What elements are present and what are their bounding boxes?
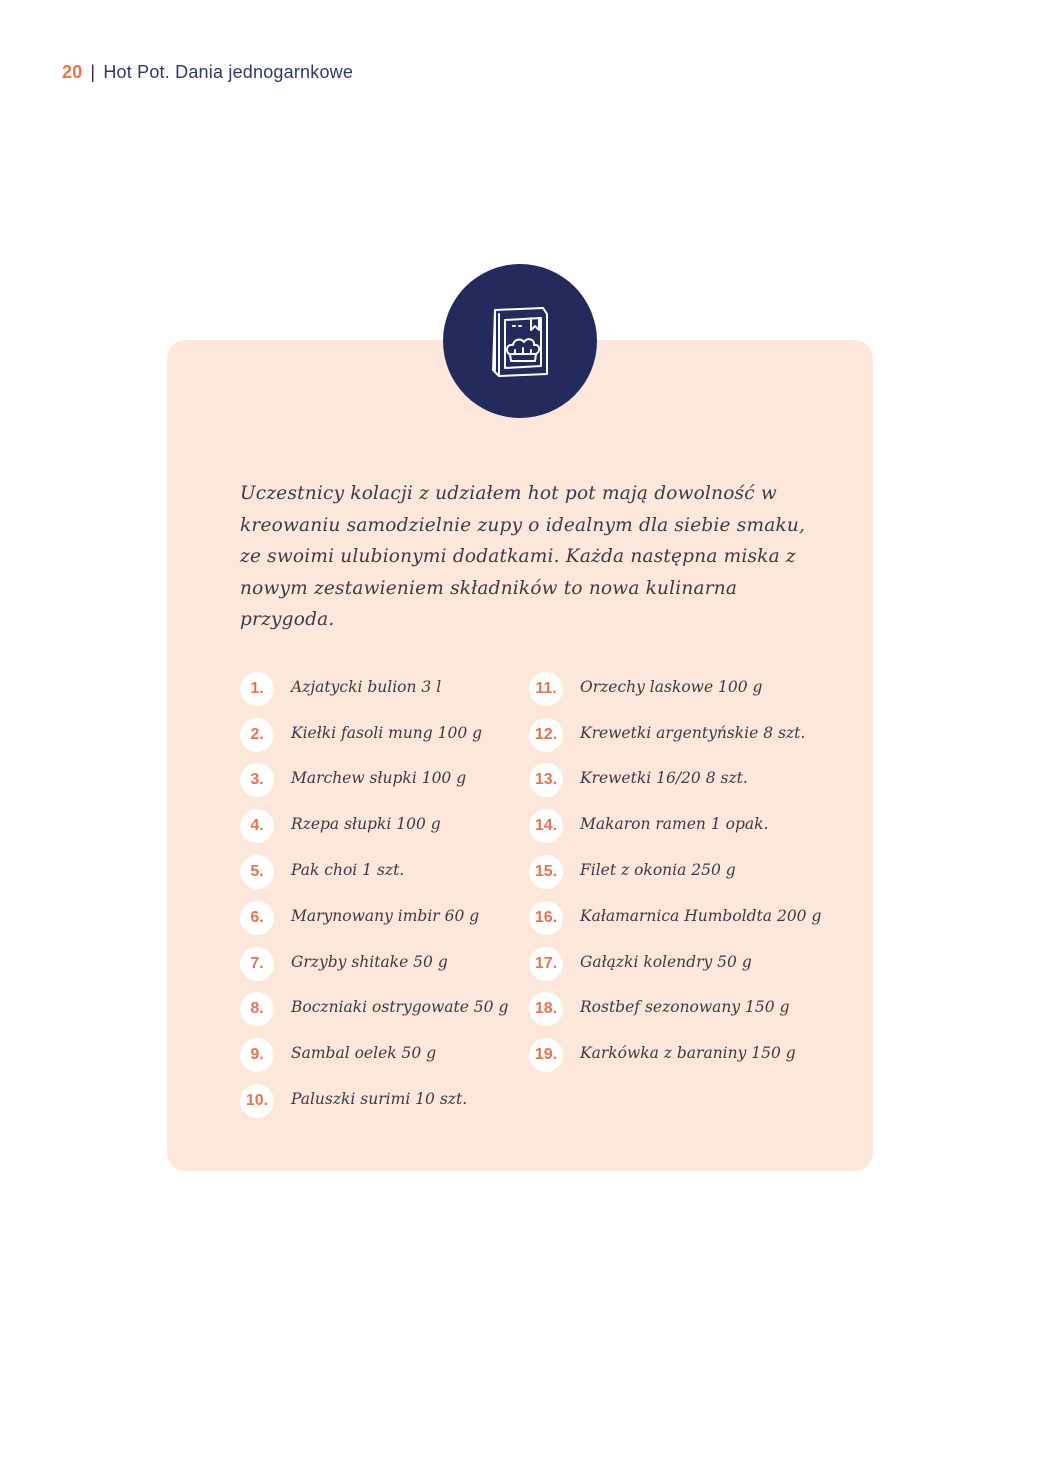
item-number: 4. <box>240 809 274 843</box>
item-label: Gałązki kolendry 50 g <box>580 952 752 971</box>
item-label: Filet z okonia 250 g <box>580 861 736 880</box>
item-label: Grzyby shitake 50 g <box>291 952 448 971</box>
chapter-title: Hot Pot. Dania jednogarnkowe <box>103 62 354 82</box>
item-label: Sambal oelek 50 g <box>291 1044 437 1063</box>
item-number: 17. <box>529 947 563 981</box>
item-label: Krewetki 16/20 8 szt. <box>580 769 748 788</box>
item-number: 5. <box>240 855 274 889</box>
list-item <box>240 893 508 939</box>
list-item <box>240 1030 508 1076</box>
item-number: 10. <box>240 1084 274 1118</box>
badge-circle <box>443 264 597 418</box>
recipe-book-icon <box>485 304 555 380</box>
list-item <box>529 893 821 939</box>
intro-paragraph: Uczestnicy kolacji z udziałem hot pot mają dowolność w kreowaniu samodzielnie zupy o idealnym dla siebie smaku, ze swoimi ulubionymi dodatkami. Każda następna miska z nowym zestawieniem składników to nowa kulinarna przygoda. <box>240 483 806 630</box>
item-number: 1. <box>240 672 274 706</box>
list-item <box>240 756 508 802</box>
list-item <box>529 664 821 710</box>
list-item <box>240 664 508 710</box>
ingredients-list-right <box>529 664 821 1076</box>
header-separator: | <box>90 62 96 82</box>
item-label: Kałamarnica Humboldta 200 g <box>580 906 822 925</box>
item-label: Makaron ramen 1 opak. <box>580 815 769 834</box>
list-item <box>240 1076 508 1122</box>
list-item <box>529 710 821 756</box>
item-number: 6. <box>240 901 274 935</box>
item-number: 8. <box>240 992 274 1026</box>
list-item <box>529 939 821 985</box>
list-item <box>529 985 821 1031</box>
item-number: 9. <box>240 1038 274 1072</box>
list-item <box>529 801 821 847</box>
item-label: Karkówka z baraniny 150 g <box>580 1044 796 1063</box>
item-label: Krewetki argentyńskie 8 szt. <box>580 723 806 742</box>
list-item <box>240 710 508 756</box>
list-item <box>529 756 821 802</box>
item-number: 16. <box>529 901 563 935</box>
item-number: 15. <box>529 855 563 889</box>
item-label: Rostbef sezonowany 150 g <box>580 998 790 1017</box>
item-label: Paluszki surimi 10 szt. <box>291 1090 468 1109</box>
item-label: Boczniaki ostrygowate 50 g <box>291 998 509 1017</box>
item-label: Orzechy laskowe 100 g <box>580 677 763 696</box>
page-number: 20 <box>62 62 83 82</box>
item-number: 18. <box>529 992 563 1026</box>
item-number: 14. <box>529 809 563 843</box>
item-number: 3. <box>240 763 274 797</box>
item-label: Marchew słupki 100 g <box>291 769 467 788</box>
item-label: Pak choi 1 szt. <box>291 861 405 880</box>
list-item <box>240 985 508 1031</box>
list-item <box>529 1030 821 1076</box>
item-label: Marynowany imbir 60 g <box>291 906 480 925</box>
item-number: 7. <box>240 947 274 981</box>
item-number: 13. <box>529 763 563 797</box>
item-number: 11. <box>529 672 563 706</box>
ingredients-list-left <box>240 664 508 1122</box>
item-label: Rzepa słupki 100 g <box>291 815 441 834</box>
item-number: 19. <box>529 1038 563 1072</box>
list-item <box>529 847 821 893</box>
item-number: 2. <box>240 718 274 752</box>
item-label: Azjatycki bulion 3 l <box>291 677 442 696</box>
list-item <box>240 847 508 893</box>
item-label: Kiełki fasoli mung 100 g <box>291 723 483 742</box>
list-item <box>240 939 508 985</box>
item-number: 12. <box>529 718 563 752</box>
list-item <box>240 801 508 847</box>
page-header <box>62 62 353 83</box>
